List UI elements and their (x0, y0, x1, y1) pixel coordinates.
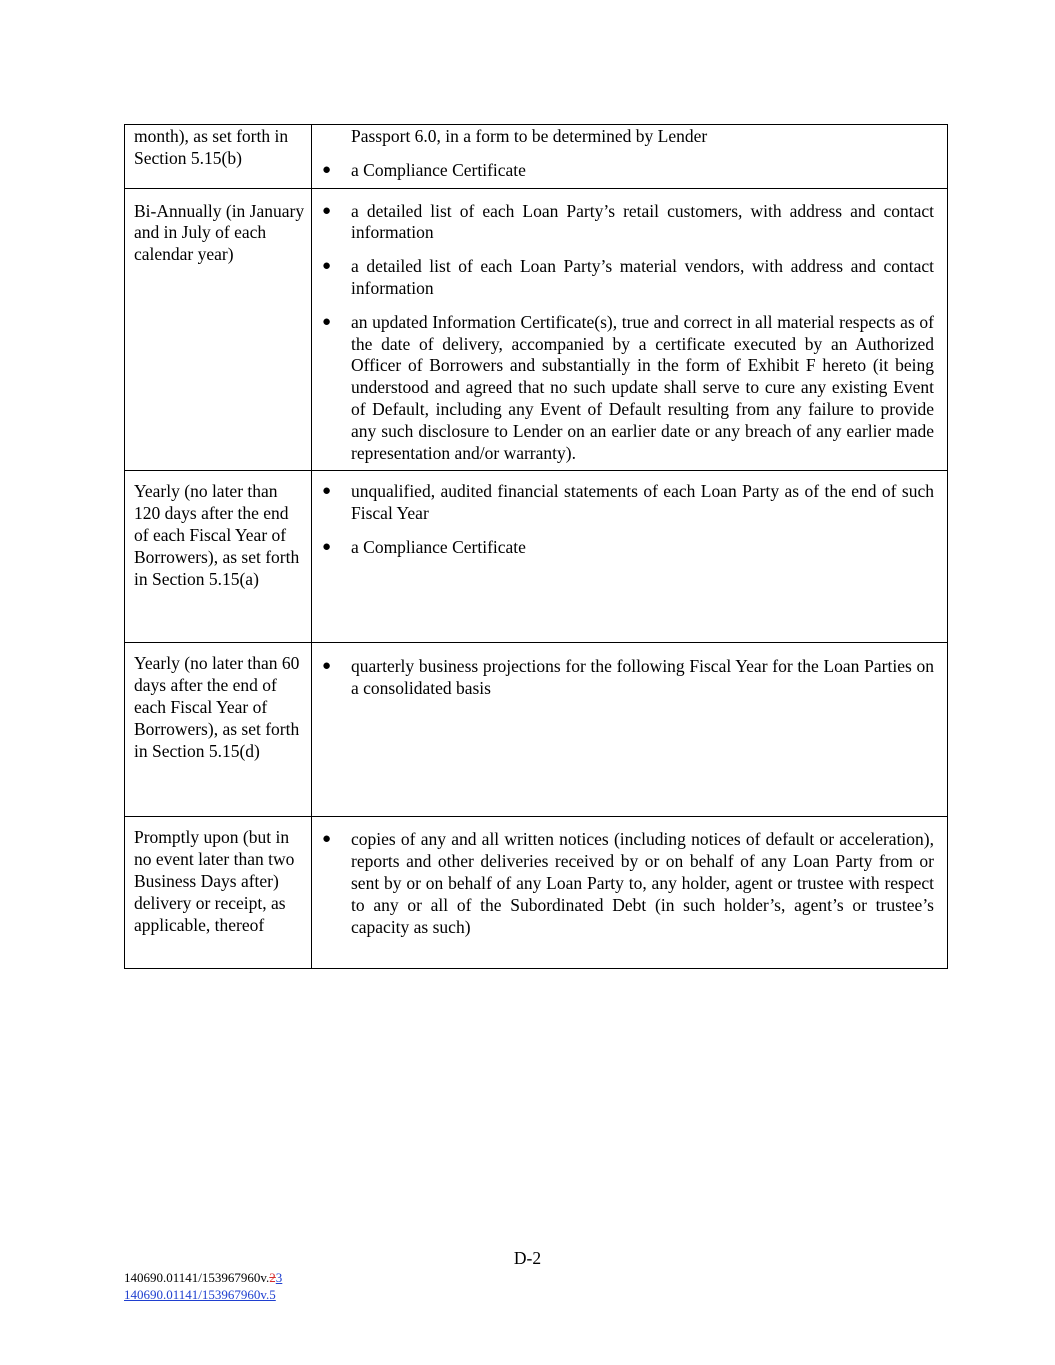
items-cell (312, 817, 948, 969)
list-item-text: copies of any and all written notices (including notices of default or acceleration), reports and other deliveries received by or on behalf of any Loan Party from or sent by or on behalf of any Loan Party to, any holder, agent or trustee with respect to any or all of the Subordinated Debt (in such holder’s, agent’s or trustee’s capacity as such) (351, 829, 934, 937)
page-number: D-2 (513, 1248, 542, 1268)
list-item (322, 829, 934, 938)
table-row (125, 817, 948, 969)
bullet-icon: ● (322, 538, 332, 555)
list-item (322, 160, 934, 182)
list-item (322, 312, 934, 465)
items-cell (312, 125, 948, 189)
deleted-version-number: 2 (269, 1270, 276, 1285)
document-id-prefix: 140690.01141/153967960v. (124, 1270, 270, 1285)
bullet-icon: ● (322, 258, 332, 275)
list-item (322, 537, 934, 559)
list-item (322, 256, 934, 300)
timing-cell: Yearly (no later than 120 days after the end of each Fiscal Year of Borrowers), as set forth in Section 5.15(a) (125, 471, 312, 643)
list-item (322, 481, 934, 525)
list-item-text: a detailed list of each Loan Party’s material vendors, with address and contact information (351, 256, 934, 298)
bullet-icon: ● (322, 658, 332, 675)
list-item (322, 656, 934, 700)
inserted-version-number: 3 (275, 1270, 283, 1285)
items-cell (312, 643, 948, 817)
list-item-text: a Compliance Certificate (351, 536, 526, 557)
bullet-icon: ● (322, 313, 332, 330)
bullet-icon: ● (322, 831, 332, 848)
bullet-icon: ● (322, 161, 332, 178)
timing-cell: Bi-Annually (in January and in July of each calendar year) (125, 188, 312, 471)
list-item-text: a Compliance Certificate (351, 159, 526, 180)
table-row (125, 188, 948, 471)
document-id-footer-revised: 140690.01141/153967960v.5 (124, 1287, 276, 1302)
reporting-schedule-table (124, 124, 948, 969)
list-item (322, 201, 934, 245)
list-item-text: a detailed list of each Loan Party’s retail customers, with address and contact information (351, 200, 934, 243)
timing-cell: Yearly (no later than 60 days after the end of each Fiscal Year of Borrowers), as set forth in Section 5.15(d) (125, 643, 312, 817)
items-cell (312, 188, 948, 471)
list-item-text: unqualified, audited financial statements of each Loan Party as of the end of such Fiscal Year (351, 481, 934, 524)
document-id-footer (124, 1270, 282, 1286)
list-item-text: quarterly business projections for the following Fiscal Year for the Loan Parties on a consolidated basis (351, 656, 934, 699)
timing-cell: month), as set forth in Section 5.15(b) (125, 125, 312, 189)
table-row (125, 471, 948, 643)
continuation-text: Passport 6.0, in a form to be determined by Lender (351, 126, 708, 146)
table-row (125, 643, 948, 817)
table-row (125, 125, 948, 189)
bullet-icon: ● (322, 483, 332, 500)
items-cell (312, 471, 948, 643)
bullet-icon: ● (322, 202, 332, 219)
list-item-text: an updated Information Certificate(s), true and correct in all material respects as of the date of delivery, accompanied by a certificate executed by an Authorized Officer of Borrowers and substantially in the form of Exhibit F hereto (it being understood and agreed that no such update shall serve to cure any existing Event of Default, including any Event of Default resulting from any failure to provide any such disclosure to Lender on an earlier date or any breach of any earlier made representation and/or warranty). (351, 311, 934, 463)
timing-cell: Promptly upon (but in no event later than two Business Days after) delivery or receipt, as applicable, thereof (125, 817, 312, 969)
